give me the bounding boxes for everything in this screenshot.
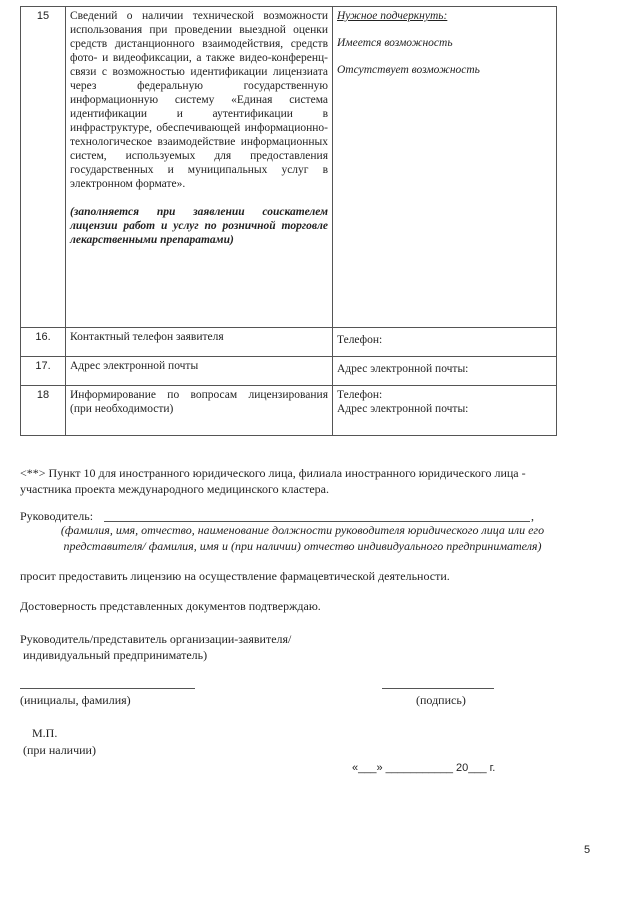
table-row [21, 328, 557, 357]
option-unavailable[interactable]: Отсутствует возможность [337, 64, 480, 76]
row-description: Адрес электронной почты [66, 357, 333, 386]
table-row [21, 7, 557, 328]
table-row [21, 386, 557, 436]
email-label: Адрес электронной почты: [337, 363, 469, 375]
row-description: Контактный телефон заявителя [66, 328, 333, 357]
option-available[interactable]: Имеется возможность [337, 37, 453, 49]
phone-label: Телефон: [337, 389, 383, 401]
sign-line-2: индивидуальный предприниматель) [23, 648, 208, 662]
row-value [333, 7, 557, 328]
email-field[interactable] [333, 357, 557, 386]
phone-field[interactable] [333, 328, 557, 357]
request-text: просит предоставить лицензию на осуществление фармацевтической деятельности. [20, 569, 450, 583]
informing-note: (при необходимости) [70, 403, 174, 415]
page-number: 5 [584, 844, 591, 856]
head-name-line[interactable] [104, 507, 530, 522]
row-number: 15 [21, 7, 66, 328]
row-description [66, 7, 333, 328]
stamp-label: М.П. [32, 726, 58, 740]
contact-fields[interactable] [333, 386, 557, 436]
informing-text: Информирование по вопросам лицензирования [70, 389, 328, 401]
row-number: 18 [21, 386, 66, 436]
initials-line[interactable] [20, 676, 195, 689]
signature-caption: (подпись) [416, 693, 466, 707]
head-label: Руководитель: [20, 509, 94, 523]
email-label: Адрес электронной почты: [337, 403, 469, 415]
description-note: (заполняется при заявлении соискателем лицензии работ и услуг по розничной торговле лекарственными препаратами) [70, 206, 328, 246]
footnote: <**> Пункт 10 для иностранного юридического лица, филиала иностранного юридического лица - участника проекта международного медицинского кластера. [20, 466, 526, 496]
row-number: 16. [21, 328, 66, 357]
head-comma: , [531, 509, 534, 523]
application-table [20, 6, 557, 436]
head-hint: (фамилия, имя, отчество, наименование должности руководителя юридического лица или его представителя/ фамилия, имя и (при наличии) отчество индивидуального предпринимателя) [60, 523, 545, 553]
phone-label: Телефон: [337, 334, 383, 346]
initials-caption: (инициалы, фамилия) [20, 693, 131, 707]
table-row [21, 357, 557, 386]
stamp-note: (при наличии) [23, 743, 96, 757]
date-line[interactable]: «___» ___________ 20___ г. [352, 762, 496, 774]
confirm-text: Достоверность представленных документов подтверждаю. [20, 599, 321, 613]
sign-line-1: Руководитель/представитель организации-заявителя/ [20, 632, 292, 646]
choose-heading: Нужное подчеркнуть: [337, 10, 448, 22]
row-number: 17. [21, 357, 66, 386]
description-text: Сведений о наличии технической возможности использования при проведении выездной оценки средств дистанционного взаимодействия, средств фото- и видеофиксации, а также видео-конференц-связи с возможностью идентификации лицензиата через федеральную государственную информационную систему «Единая система идентификации и аутентификации в инфраструктуре, обеспечивающей информационно-технологическое взаимодействие информационных систем, используемых для предоставления государственных и муниципальных услуг в электронном формате». [70, 10, 328, 190]
signature-line[interactable] [382, 676, 494, 689]
row-description [66, 386, 333, 436]
